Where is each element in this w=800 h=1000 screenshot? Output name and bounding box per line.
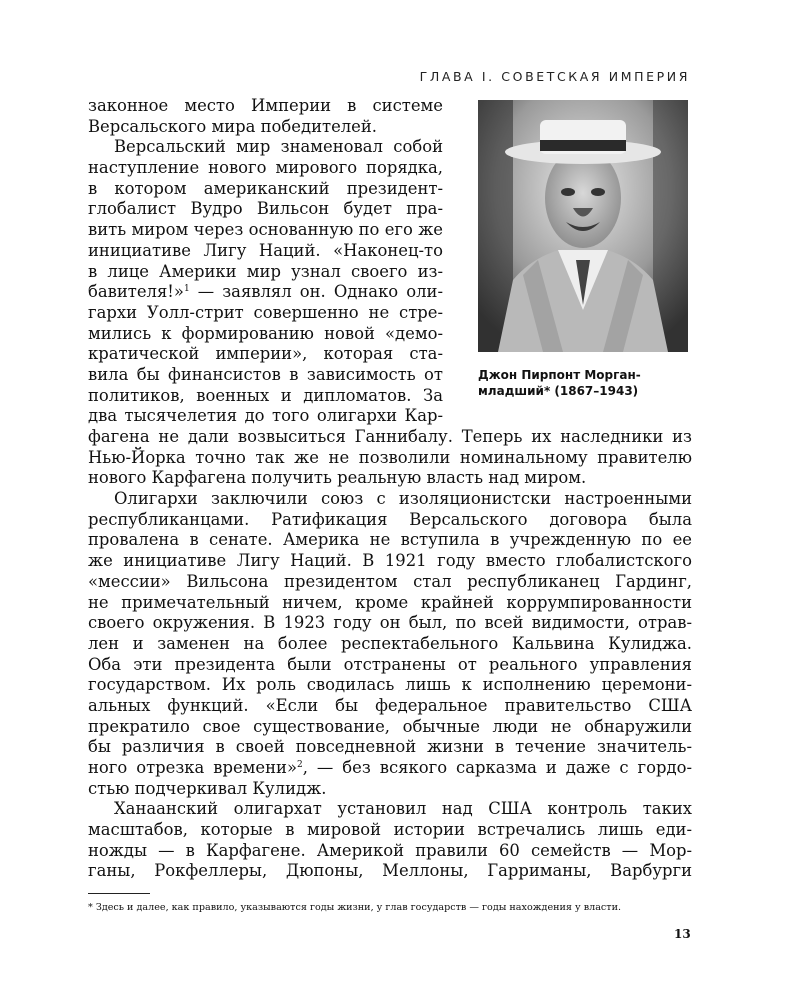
text-line — [88, 365, 443, 386]
text-line-content: же инициативе Лигу Наций. В 1921 году вместо глобалистского — [88, 551, 692, 571]
text-line-continuation: , — без всякого сарказма и даже с гордо- — [302, 758, 693, 777]
text-line — [88, 406, 443, 427]
text-line-content: республиканцами. Ратификация Версальского договора была — [88, 509, 692, 529]
text-line — [88, 799, 692, 820]
text-line-content: ганы, Рокфеллеры, Дюпоны, Меллоны, Гарриманы, Варбурги — [88, 861, 692, 881]
text-line-content: фагена не дали возвыситься Ганнибалу. Теперь их наследники из — [88, 427, 692, 446]
text-line-content: Ханаанский олигархат установил над США контроль таких — [114, 799, 692, 819]
text-line — [88, 262, 443, 283]
text-line — [88, 344, 443, 365]
page-number: 13 — [674, 927, 691, 941]
text-line — [88, 137, 443, 158]
body-text — [88, 96, 692, 882]
text-line — [88, 220, 443, 241]
text-line — [88, 179, 443, 200]
text-line — [88, 613, 692, 634]
photo-caption: Джон Пирпонт Морган-младший* (1867–1943) — [478, 368, 641, 398]
text-line-content: прекратило свое существование, обычные люди не обнаружили — [88, 716, 692, 736]
text-line — [88, 861, 692, 882]
text-line-content: стью подчеркивал Кулидж. — [88, 778, 327, 798]
footnote: * Здесь и далее, как правило, указываются годы жизни, у глав государств — годы нахождения у власти. — [88, 902, 622, 913]
footnote-rule — [88, 893, 150, 894]
text-line — [88, 717, 692, 738]
text-line — [88, 386, 443, 407]
text-line — [88, 634, 692, 655]
text-line — [88, 675, 692, 696]
text-line — [88, 530, 692, 551]
text-line — [88, 820, 692, 841]
text-line-content: не примечательный ничем, кроме крайней коррумпированности — [88, 592, 692, 612]
text-line — [88, 96, 443, 117]
footnote-ref: 1 — [183, 284, 190, 295]
text-line-content: лен и заменен на более респектабельного Кальвина Кулиджа. — [88, 633, 692, 653]
text-line-content: Оба эти президента были отстранены от реального управления — [88, 654, 692, 674]
text-line-content: Нью-Йорка точно так же не позволили номинальному правителю — [88, 447, 692, 467]
running-head: ГЛАВА I. СОВЕТСКАЯ ИМПЕРИЯ — [419, 69, 690, 84]
text-line-content: в лице Америки мир узнал своего из- — [88, 261, 443, 281]
text-line-content: вила бы финансистов в зависимость от — [88, 364, 443, 384]
text-line — [88, 199, 443, 220]
text-line-content: глобалист Вудро Вильсон будет пра- — [88, 199, 443, 219]
text-line — [88, 427, 692, 448]
text-line — [88, 841, 692, 862]
text-line-content: политиков, военных и дипломатов. За — [88, 385, 443, 405]
text-line-content: бавителя!» — [88, 282, 184, 302]
text-line — [88, 737, 692, 758]
text-line — [88, 303, 443, 324]
text-line-content: инициативе Лигу Наций. «Наконец-то — [88, 240, 443, 260]
text-line-continuation: — заявлял он. Однако оли- — [189, 282, 443, 302]
text-line-content: ножды — в Карфагене. Америкой правили 60 семейств — Мор- — [88, 840, 692, 860]
text-line-content: своего окружения. В 1923 году он был, по всей видимости, отрав- — [88, 613, 692, 633]
text-line-content: мились к формированию новой «демо- — [88, 323, 443, 343]
text-line-content: наступление нового мирового порядка, — [88, 158, 443, 178]
text-line — [88, 758, 692, 779]
text-line — [88, 779, 692, 800]
text-line-content: «мессии» Вильсона президентом стал республиканец Гардинг, — [88, 571, 692, 591]
text-line — [88, 117, 443, 138]
text-line-content: в котором американский президент- — [88, 178, 443, 198]
text-line-content: вить миром через основанную по его же — [88, 220, 443, 240]
text-line — [88, 468, 692, 489]
text-line-content: бы различия в своей повседневной жизни в течение значитель- — [88, 737, 692, 757]
text-line-content: гархи Уолл-стрит совершенно не стре- — [88, 302, 443, 322]
text-line-content: Олигархи заключили союз с изоляционистски настроенными — [114, 489, 692, 509]
text-line-content: Версальский мир знаменовал собой — [114, 137, 443, 157]
text-line — [88, 448, 692, 469]
text-line-content: масштабов, которые в мировой истории встречались лишь еди- — [88, 820, 692, 840]
text-line — [88, 489, 692, 510]
text-line-content: кратической империи», которая ста- — [88, 344, 443, 364]
text-line-content: государством. Их роль сводилась лишь к исполнению церемони- — [88, 675, 692, 695]
text-line-content: ного отрезка времени» — [88, 758, 298, 777]
text-line-content: альных функций. «Если бы федеральное правительство США — [88, 695, 692, 715]
text-line — [88, 510, 692, 531]
text-line-content: провалена в сенате. Америка не вступила в учрежденную по ее — [88, 530, 692, 550]
text-line — [88, 241, 443, 262]
text-line — [88, 696, 692, 717]
text-line — [88, 282, 443, 303]
text-line-content: нового Карфагена получить реальную власть над миром. — [88, 468, 587, 488]
text-line — [88, 324, 443, 345]
text-line-content: два тысячелетия до того олигархи Кар- — [88, 406, 443, 426]
text-line — [88, 158, 443, 179]
footnote-ref: 2 — [297, 760, 303, 770]
text-line-content: законное место Империи в системе — [88, 96, 443, 115]
text-line — [88, 655, 692, 676]
text-line — [88, 551, 692, 572]
text-line — [88, 572, 692, 593]
text-line-content: Версальского мира победителей. — [88, 116, 378, 136]
text-line — [88, 593, 692, 614]
